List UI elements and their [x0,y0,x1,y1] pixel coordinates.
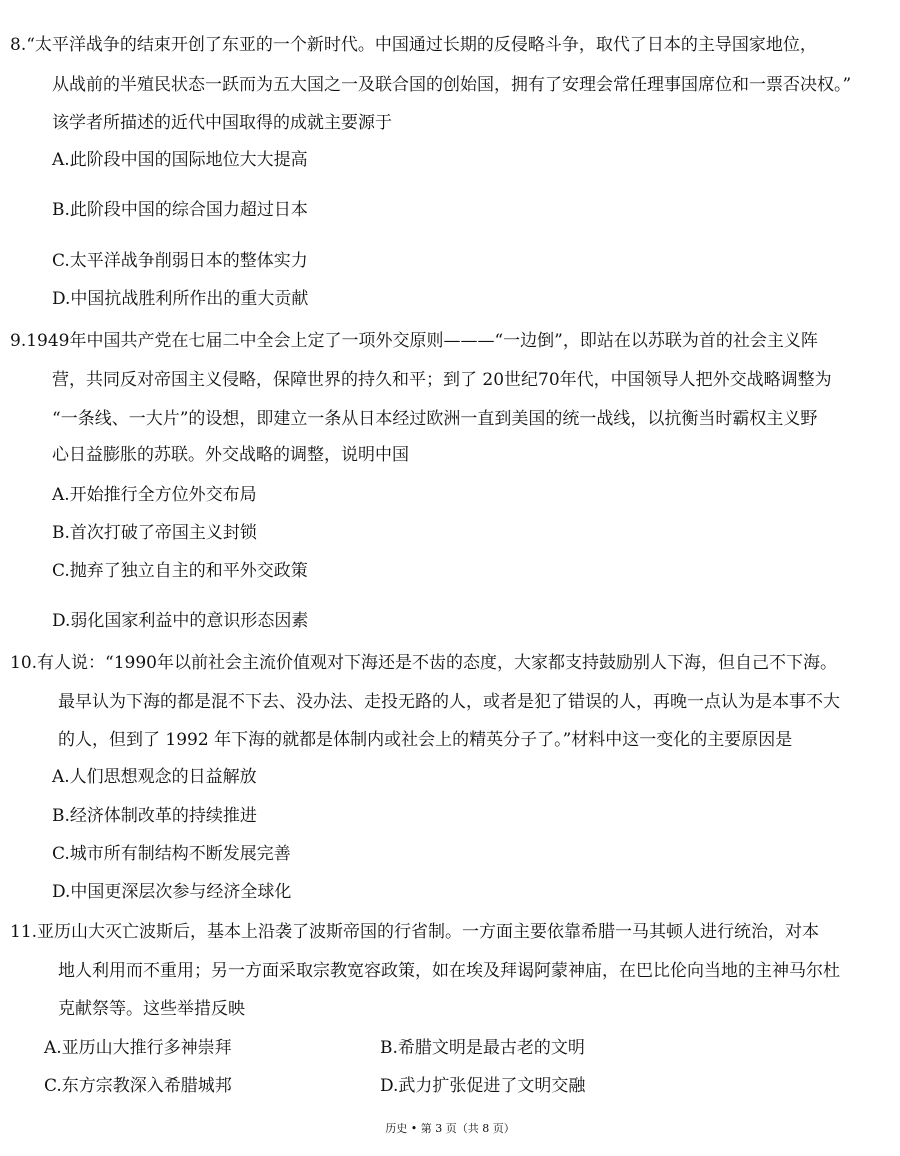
question-10-stem-line-1: 10.有人说：“1990年以前社会主流价值观对下海还是不齿的态度，大家都支持鼓励别人下海，但自己不下海。 [10,653,837,673]
question-10-stem-line-3: 的人，但到了 1992 年下海的就都是体制内或社会上的精英分子了。”材料中这一变化的主要原因是 [58,730,793,750]
question-11-stem-line-2: 地人利用而不重用；另一方面采取宗教宽容政策，如在埃及拜谒阿蒙神庙，在巴比伦向当地的主神马尔杜 [58,961,840,981]
question-11-option-d: D.武力扩张促进了文明交融 [380,1076,586,1096]
question-10-option-a: A.人们思想观念的日益解放 [52,767,257,787]
question-9-option-b: B.首次打破了帝国主义封锁 [52,523,257,543]
question-8-option-b: B.此阶段中国的综合国力超过日本 [52,200,308,220]
question-9-stem-line-2: 营，共同反对帝国主义侵略，保障世界的持久和平；到了 20世纪70年代，中国领导人把外交战略调整为 [52,370,832,390]
question-9-option-a: A.开始推行全方位外交布局 [52,485,257,505]
question-9-option-c: C.抛弃了独立自主的和平外交政策 [52,561,308,581]
question-10-stem-line-2: 最早认为下海的都是混不下去、没办法、走投无路的人，或者是犯了错误的人，再晚一点认为是本事不大 [58,692,840,712]
question-9-stem-line-3: “一条线、一大片”的设想，即建立一条从日本经过欧洲一直到美国的统一战线，以抗衡当时霸权主义野 [52,409,818,429]
question-11-option-a: A.亚历山大推行多神崇拜 [44,1038,232,1058]
question-10-option-d: D.中国更深层次参与经济全球化 [52,882,292,902]
question-9-stem-line-1: 9.1949年中国共产党在七届二中全会上定了一项外交原则———“一边倒”，即站在以苏联为首的社会主义阵 [10,331,818,351]
question-8-stem-line-2: 从战前的半殖民状态一跃而为五大国之一及联合国的创始国，拥有了安理会常任理事国席位和一票否决权。” [52,75,852,95]
question-8-stem-line-1: 8.“太平洋战争的结束开创了东亚的一个新时代。中国通过长期的反侵略斗争，取代了日本的主导国家地位， [10,35,817,55]
question-9-option-d: D.弱化国家利益中的意识形态因素 [52,611,309,631]
question-10-option-c: C.城市所有制结构不断发展完善 [52,844,291,864]
question-8-stem-line-3: 该学者所描述的近代中国取得的成就主要源于 [52,113,392,133]
question-11-option-c: C.东方宗教深入希腊城邦 [44,1076,232,1096]
question-11-stem-line-1: 11.亚历山大灭亡波斯后，基本上沿袭了波斯帝国的行省制。一方面主要依靠希腊一马其顿人进行统治，对本 [10,922,820,942]
question-8-option-a: A.此阶段中国的国际地位大大提高 [52,150,308,170]
question-8-option-c: C.太平洋战争削弱日本的整体实力 [52,251,308,271]
question-10-option-b: B.经济体制改革的持续推进 [52,806,257,826]
question-9-stem-line-4: 心日益膨胀的苏联。外交战略的调整，说明中国 [52,445,409,465]
question-8-option-d: D.中国抗战胜利所作出的重大贡献 [52,289,309,309]
question-11-option-b: B.希腊文明是最古老的文明 [380,1038,585,1058]
question-11-stem-line-3: 克献祭等。这些举措反映 [58,999,245,1019]
page-footer: 历史 • 第 3 页（共 8 页） [385,1122,515,1135]
